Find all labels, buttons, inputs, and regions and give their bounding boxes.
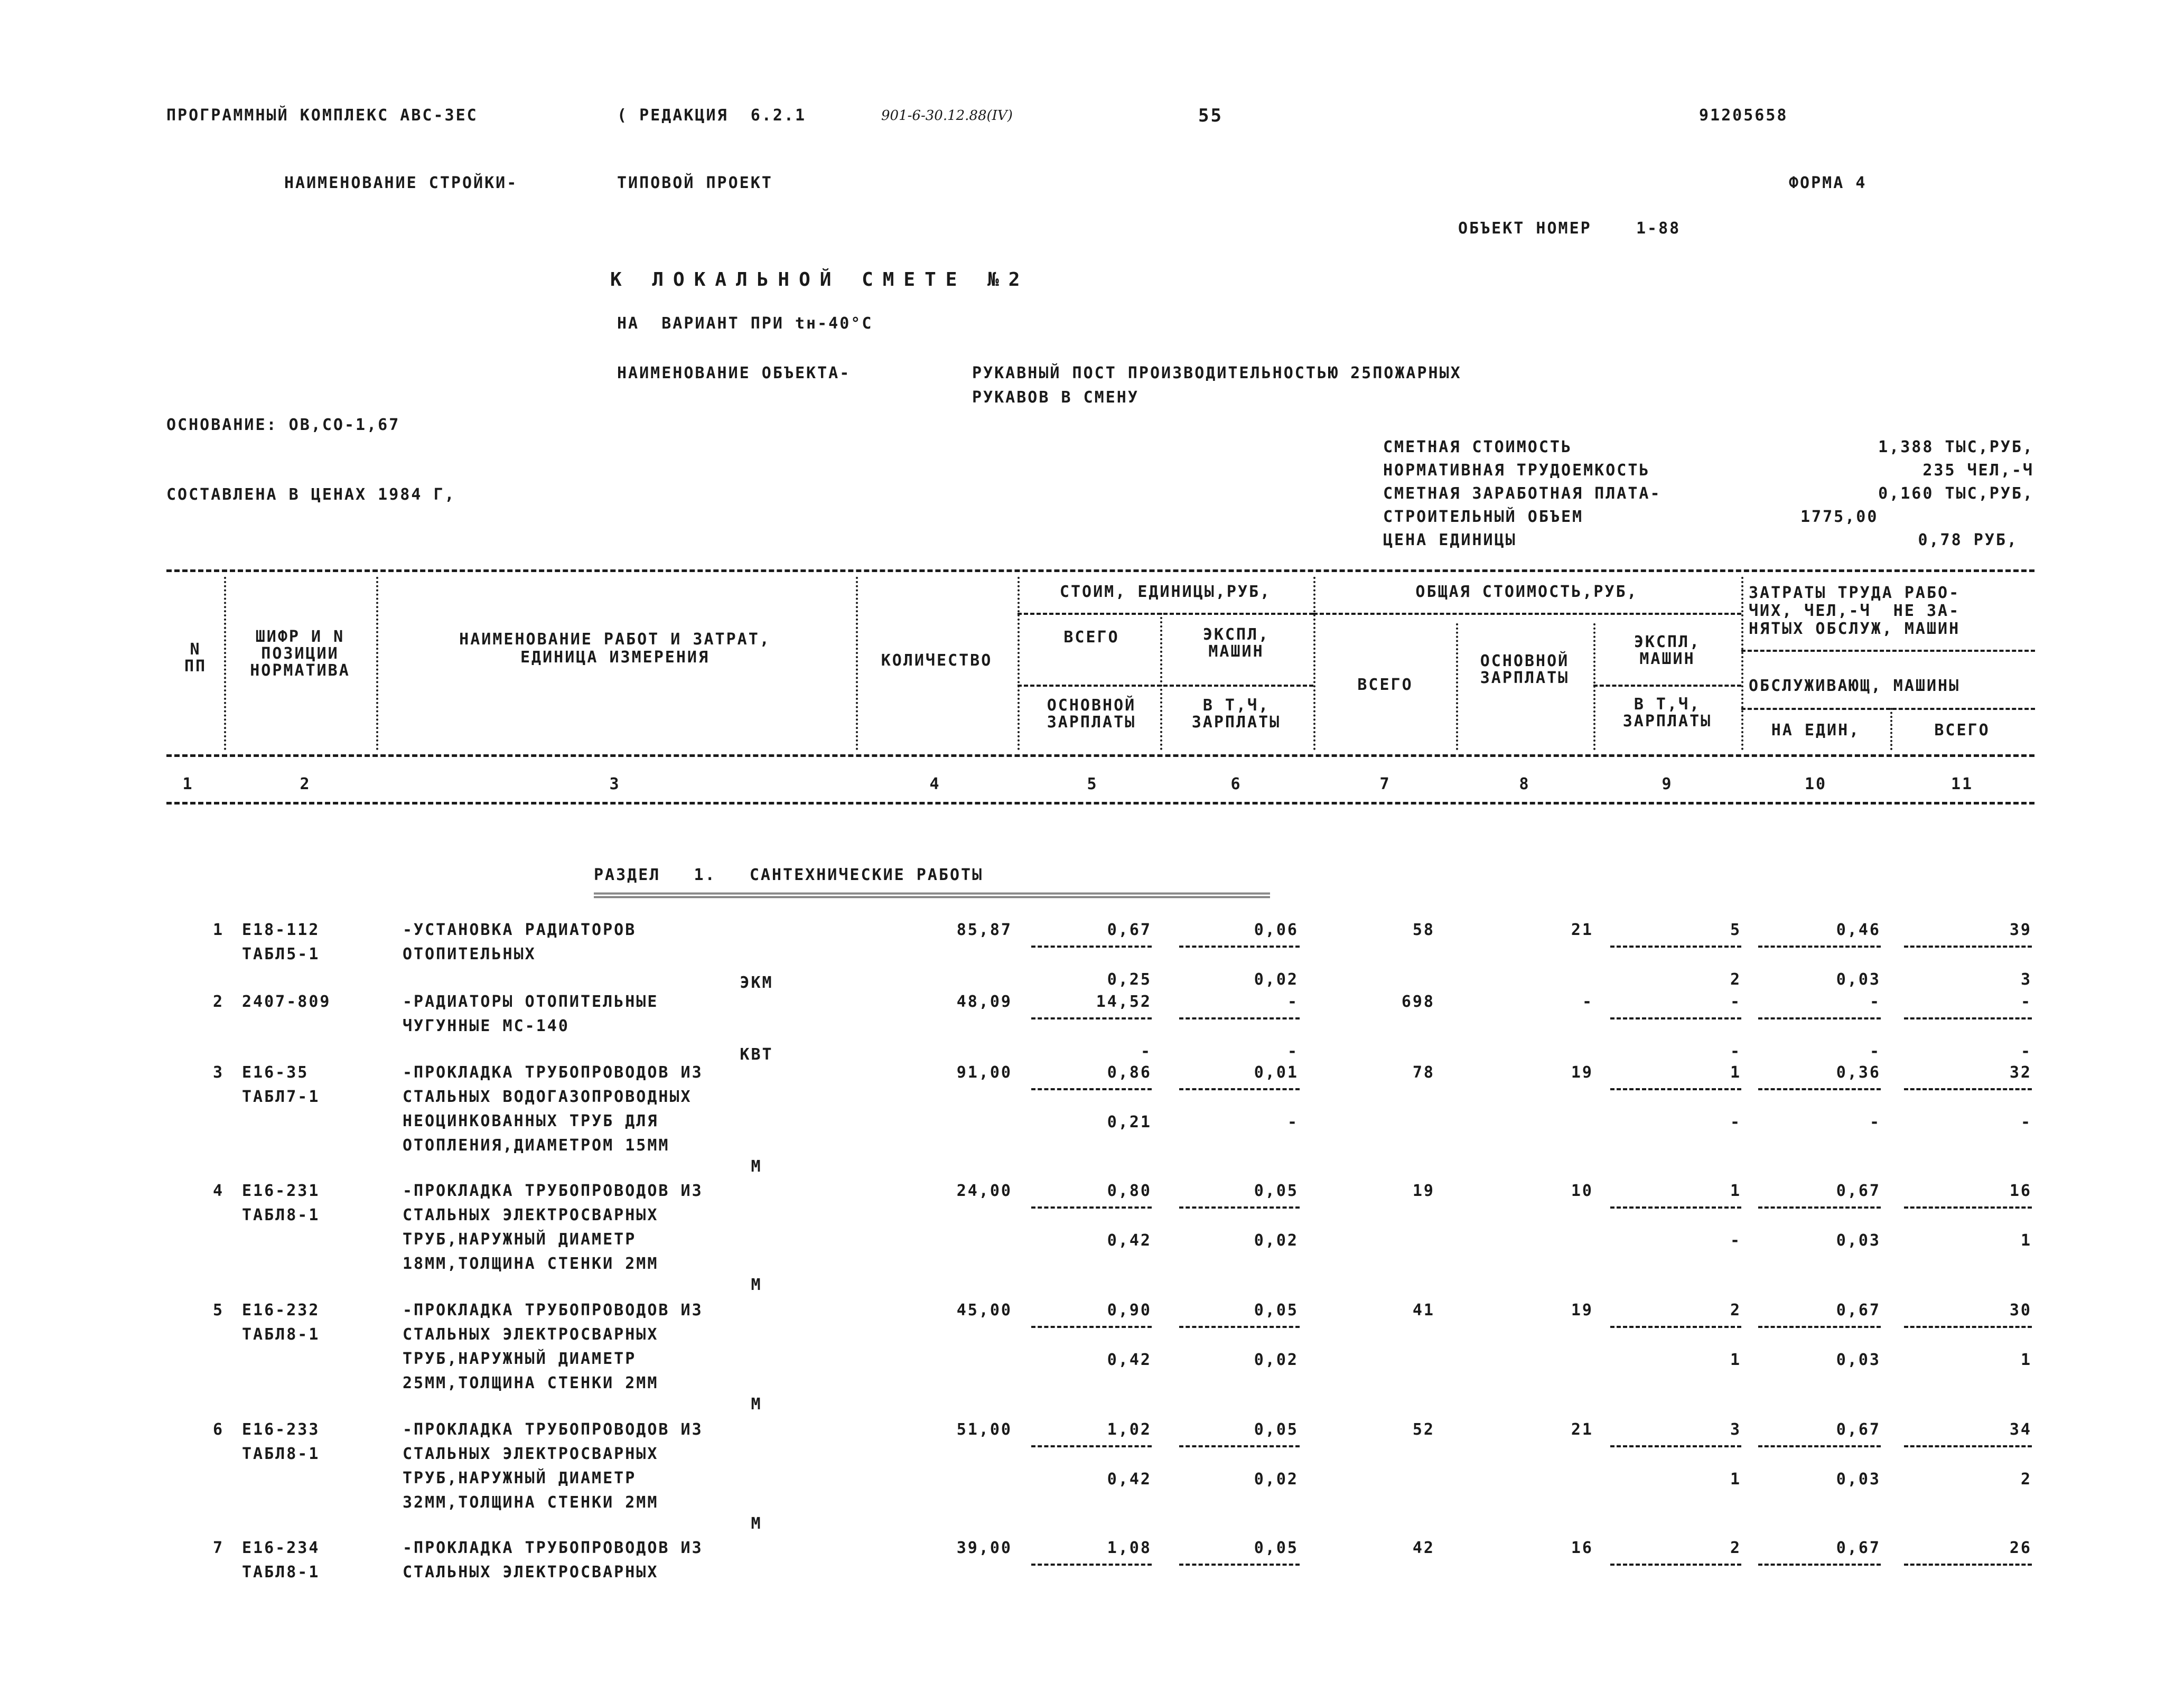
row-work-name: СТАЛЬНЫХ ЭЛЕКТРОСВАРНЫХ bbox=[403, 1206, 659, 1224]
row-total-incl-wage: 1 bbox=[1730, 1470, 1741, 1489]
row-number: 7 bbox=[212, 1539, 224, 1557]
row-unit-incl-wage: - bbox=[1287, 1042, 1299, 1061]
row-work-name: -ПРОКЛАДКА ТРУБОПРОВОДОВ ИЗ bbox=[403, 1063, 703, 1082]
row-unit-base-wage: 0,21 bbox=[1107, 1113, 1152, 1131]
handwritten-code: 901-6-30.12.88(IV) bbox=[881, 108, 1013, 124]
row-labor-total-machines: - bbox=[2020, 1042, 2032, 1061]
row-total-machines: - bbox=[1730, 993, 1741, 1011]
header-subrule bbox=[1741, 650, 2035, 652]
row-unit-incl-wage: 0,02 bbox=[1254, 1231, 1299, 1250]
column-number: 11 bbox=[1950, 775, 1974, 793]
row-labor-total-machines: - bbox=[2020, 1113, 2032, 1131]
column-number: 4 bbox=[929, 775, 941, 793]
row-total-base-wage: 19 bbox=[1571, 1063, 1593, 1082]
cell-separator bbox=[1031, 1445, 1152, 1447]
row-total-base-wage: - bbox=[1582, 993, 1593, 1011]
row-unit: ЭКМ bbox=[740, 974, 773, 992]
table-top-rule bbox=[166, 569, 2034, 572]
row-unit-base-wage: 0,42 bbox=[1107, 1470, 1152, 1489]
row-unit-incl-wage: - bbox=[1287, 1113, 1299, 1131]
cell-separator bbox=[1904, 1206, 2032, 1209]
column-number: 3 bbox=[609, 775, 621, 793]
col-header-unit-incl-wage: В Т,Ч, ЗАРПЛАТЫ bbox=[1191, 696, 1281, 732]
row-total: 698 bbox=[1401, 993, 1435, 1011]
row-name-value: ТИПОВОЙ ПРОЕКТ bbox=[617, 174, 773, 192]
header-subrule bbox=[1741, 708, 2035, 710]
row-number: 5 bbox=[212, 1301, 224, 1320]
row-unit-total: 0,67 bbox=[1107, 921, 1152, 939]
row-labor-total: 26 bbox=[2009, 1539, 2032, 1557]
row-work-name: ЧУГУННЫЕ МС-140 bbox=[403, 1017, 570, 1035]
column-divider bbox=[1018, 577, 1020, 750]
row-unit-total: 1,02 bbox=[1107, 1420, 1152, 1439]
section-underline bbox=[594, 893, 1270, 898]
row-total: 52 bbox=[1412, 1420, 1435, 1439]
row-total-machines: 3 bbox=[1730, 1420, 1741, 1439]
cell-separator bbox=[1610, 1017, 1741, 1019]
row-total: 58 bbox=[1412, 921, 1435, 939]
col-header-code: ШИФР И N ПОЗИЦИИ НОРМАТИВА bbox=[250, 628, 350, 680]
cell-separator bbox=[1031, 1088, 1152, 1090]
cell-separator bbox=[1904, 1564, 2032, 1566]
row-total-machines: 1 bbox=[1730, 1063, 1741, 1082]
row-labor-total-machines: 2 bbox=[2020, 1470, 2032, 1489]
col-header-labor-machines: ОБСЛУЖИВАЮЩ, МАШИНЫ bbox=[1749, 677, 1961, 695]
col-header-name: НАИМЕНОВАНИЕ РАБОТ И ЗАТРАТ, ЕДИНИЦА ИЗМЕРЕНИЯ bbox=[459, 630, 771, 667]
summary-label: СТРОИТЕЛЬНЫЙ ОБЪЕМ bbox=[1383, 508, 1584, 526]
row-total-base-wage: 10 bbox=[1571, 1182, 1593, 1200]
row-labor-unit-machines: - bbox=[1869, 1042, 1881, 1061]
row-total-base-wage: 21 bbox=[1571, 1420, 1593, 1439]
summary-label: НОРМАТИВНАЯ ТРУДОЕМКОСТЬ bbox=[1383, 461, 1650, 480]
row-unit-machines: - bbox=[1287, 993, 1299, 1011]
row-labor-total: - bbox=[2020, 993, 2032, 1011]
row-unit-base-wage: - bbox=[1140, 1042, 1152, 1061]
row-work-name: ТРУБ,НАРУЖНЫЙ ДИАМЕТР bbox=[403, 1350, 637, 1368]
cell-separator bbox=[1758, 946, 1881, 948]
row-total-base-wage: 16 bbox=[1571, 1539, 1593, 1557]
row-quantity: 51,00 bbox=[956, 1420, 1012, 1439]
row-unit-machines: 0,05 bbox=[1254, 1301, 1299, 1320]
column-number-rule bbox=[166, 802, 2034, 804]
row-unit-incl-wage: 0,02 bbox=[1254, 1470, 1299, 1489]
row-unit: М bbox=[751, 1276, 762, 1294]
cell-separator bbox=[1758, 1564, 1881, 1566]
col-header-total-incl-wage: В Т,Ч, ЗАРПЛАТЫ bbox=[1622, 695, 1712, 731]
row-work-name: СТАЛЬНЫХ ЭЛЕКТРОСВАРНЫХ bbox=[403, 1445, 659, 1463]
row-code: Е16-234 bbox=[242, 1539, 320, 1557]
row-total: 41 bbox=[1412, 1301, 1435, 1320]
edition-label: ( РЕДАКЦИЯ 6.2.1 bbox=[617, 106, 807, 125]
header-subrule bbox=[1313, 613, 1741, 615]
col-header-total-machines: ЭКСПЛ, МАШИН bbox=[1634, 633, 1701, 668]
row-quantity: 24,00 bbox=[956, 1182, 1012, 1200]
row-labor-total: 30 bbox=[2009, 1301, 2032, 1320]
cell-separator bbox=[1179, 1088, 1300, 1090]
variant-label: НА ВАРИАНТ ПРИ tн-40°C bbox=[617, 314, 873, 333]
summary-value: 0,160 ТЫС,РУБ, bbox=[1878, 484, 2034, 503]
row-quantity: 85,87 bbox=[956, 921, 1012, 939]
cell-separator bbox=[1758, 1326, 1881, 1328]
cell-separator bbox=[1610, 1206, 1741, 1209]
row-code: Е16-35 bbox=[242, 1063, 309, 1082]
row-work-name: -РАДИАТОРЫ ОТОПИТЕЛЬНЫЕ bbox=[403, 993, 659, 1011]
row-unit-machines: 0,05 bbox=[1254, 1182, 1299, 1200]
object-number: ОБЪЕКТ НОМЕР 1-88 bbox=[1458, 219, 1681, 238]
row-code: 2407-809 bbox=[242, 993, 331, 1011]
section-title: РАЗДЕЛ 1. САНТЕХНИЧЕСКИЕ РАБОТЫ bbox=[594, 866, 984, 884]
page-number: 55 bbox=[1198, 105, 1223, 126]
col-header-total: ВСЕГО bbox=[1357, 676, 1413, 694]
row-work-name: ОТОПИТЕЛЬНЫХ bbox=[403, 945, 536, 963]
row-work-name: НЕОЦИНКОВАННЫХ ТРУБ ДЛЯ bbox=[403, 1112, 659, 1130]
row-labor-total: 39 bbox=[2009, 921, 2032, 939]
row-unit-machines: 0,05 bbox=[1254, 1539, 1299, 1557]
row-work-name: -ПРОКЛАДКА ТРУБОПРОВОДОВ ИЗ bbox=[403, 1420, 703, 1439]
row-number: 6 bbox=[212, 1420, 224, 1439]
row-unit-total: 0,80 bbox=[1107, 1182, 1152, 1200]
column-divider bbox=[376, 577, 378, 750]
column-divider bbox=[224, 577, 226, 750]
row-labor-unit: - bbox=[1869, 993, 1881, 1011]
row-work-name: -ПРОКЛАДКА ТРУБОПРОВОДОВ ИЗ bbox=[403, 1301, 703, 1320]
row-labor-unit: 0,67 bbox=[1836, 1420, 1881, 1439]
column-number: 6 bbox=[1230, 775, 1242, 793]
row-unit-machines: 0,05 bbox=[1254, 1420, 1299, 1439]
row-labor-unit: 0,67 bbox=[1836, 1301, 1881, 1320]
row-labor-unit-machines: 0,03 bbox=[1836, 1470, 1881, 1489]
row-labor-unit: 0,67 bbox=[1836, 1539, 1881, 1557]
cell-separator bbox=[1758, 1088, 1881, 1090]
row-work-name: -УСТАНОВКА РАДИАТОРОВ bbox=[403, 921, 637, 939]
summary-value: 235 ЧЕЛ,-Ч bbox=[1922, 461, 2034, 480]
header-subrule bbox=[1018, 613, 1313, 615]
summary-value: 1,388 ТЫС,РУБ, bbox=[1878, 438, 2034, 456]
column-divider bbox=[856, 577, 858, 750]
row-unit-total: 0,86 bbox=[1107, 1063, 1152, 1082]
cell-separator bbox=[1031, 946, 1152, 948]
program-name: ПРОГРАММНЫЙ КОМПЛЕКС АВС-ЗЕС bbox=[166, 106, 478, 125]
prices-label: СОСТАВЛЕНА В ЦЕНАХ 1984 Г, bbox=[166, 485, 456, 504]
cell-separator bbox=[1179, 1017, 1300, 1019]
cell-separator bbox=[1758, 1206, 1881, 1209]
row-labor-total: 16 bbox=[2009, 1182, 2032, 1200]
col-header-labor-unit: НА ЕДИН, bbox=[1771, 721, 1861, 740]
row-quantity: 39,00 bbox=[956, 1539, 1012, 1557]
column-divider bbox=[1890, 708, 1892, 750]
row-work-name: -ПРОКЛАДКА ТРУБОПРОВОДОВ ИЗ bbox=[403, 1539, 703, 1557]
row-unit-base-wage: 0,42 bbox=[1107, 1351, 1152, 1369]
basis-label: ОСНОВАНИЕ: ОВ,СО-1,67 bbox=[166, 416, 400, 434]
row-labor-unit-machines: 0,03 bbox=[1836, 1231, 1881, 1250]
row-total: 42 bbox=[1412, 1539, 1435, 1557]
summary-label: СМЕТНАЯ ЗАРАБОТНАЯ ПЛАТА- bbox=[1383, 484, 1662, 503]
row-code: Е18-112 bbox=[242, 921, 320, 939]
row-quantity: 48,09 bbox=[956, 993, 1012, 1011]
cell-separator bbox=[1031, 1326, 1152, 1328]
row-number: 3 bbox=[212, 1063, 224, 1082]
cell-separator bbox=[1904, 946, 2032, 948]
row-work-name: 25ММ,ТОЛЩИНА СТЕНКИ 2ММ bbox=[403, 1374, 659, 1392]
object-name-line2: РУКАВОВ В СМЕНУ bbox=[972, 388, 1139, 407]
row-table-ref: ТАБЛ8-1 bbox=[242, 1325, 320, 1344]
row-total-incl-wage: 1 bbox=[1730, 1351, 1741, 1369]
row-total-incl-wage: 2 bbox=[1730, 970, 1741, 989]
document-title: К ЛОКАЛЬНОЙ СМЕТЕ №2 bbox=[610, 269, 1030, 291]
col-header-number: N ПП bbox=[184, 640, 207, 676]
row-total: 19 bbox=[1412, 1182, 1435, 1200]
row-work-name: СТАЛЬНЫХ ЭЛЕКТРОСВАРНЫХ bbox=[403, 1325, 659, 1344]
cell-separator bbox=[1904, 1326, 2032, 1328]
row-total-incl-wage: - bbox=[1730, 1042, 1741, 1061]
row-table-ref: ТАБЛ8-1 bbox=[242, 1563, 320, 1582]
cell-separator bbox=[1031, 1206, 1152, 1209]
column-divider bbox=[1313, 577, 1315, 750]
header-subrule bbox=[1593, 685, 1741, 687]
row-number: 2 bbox=[212, 993, 224, 1011]
column-divider bbox=[1160, 613, 1162, 750]
row-unit: М bbox=[751, 1514, 762, 1533]
row-unit: КВТ bbox=[740, 1045, 773, 1064]
row-unit-base-wage: 0,25 bbox=[1107, 970, 1152, 989]
row-labor-total-machines: 1 bbox=[2020, 1351, 2032, 1369]
row-number: 4 bbox=[212, 1182, 224, 1200]
col-header-labor: ЗАТРАТЫ ТРУДА РАБО- ЧИХ, ЧЕЛ,-Ч НЕ ЗА- НЯТЫХ ОБСЛУЖ, МАШИН bbox=[1749, 584, 1961, 638]
column-divider bbox=[1741, 577, 1743, 750]
form-label: ФОРМА 4 bbox=[1789, 174, 1867, 192]
col-header-labor-total: ВСЕГО bbox=[1934, 721, 1990, 740]
row-total: 78 bbox=[1412, 1063, 1435, 1082]
column-divider bbox=[1593, 623, 1595, 750]
col-header-unit-machines: ЭКСПЛ, МАШИН bbox=[1202, 625, 1270, 661]
cell-separator bbox=[1610, 1445, 1741, 1447]
column-number: 5 bbox=[1087, 775, 1098, 793]
row-total-machines: 1 bbox=[1730, 1182, 1741, 1200]
row-labor-total-machines: 3 bbox=[2020, 970, 2032, 989]
row-labor-unit: 0,36 bbox=[1836, 1063, 1881, 1082]
cell-separator bbox=[1179, 1326, 1300, 1328]
row-labor-unit-machines: - bbox=[1869, 1113, 1881, 1131]
summary-value: 1775,00 bbox=[1800, 508, 1879, 526]
row-labor-unit: 0,67 bbox=[1836, 1182, 1881, 1200]
cell-separator bbox=[1610, 946, 1741, 948]
cell-separator bbox=[1031, 1017, 1152, 1019]
row-total-incl-wage: - bbox=[1730, 1231, 1741, 1250]
column-number: 8 bbox=[1519, 775, 1530, 793]
row-labor-total: 32 bbox=[2009, 1063, 2032, 1082]
cell-separator bbox=[1904, 1088, 2032, 1090]
row-work-name: СТАЛЬНЫХ ВОДОГАЗОПРОВОДНЫХ bbox=[403, 1088, 692, 1106]
col-header-unit-base-wage: ОСНОВНОЙ ЗАРПЛАТЫ bbox=[1047, 696, 1136, 732]
cell-separator bbox=[1610, 1088, 1741, 1090]
row-labor-total: 34 bbox=[2009, 1420, 2032, 1439]
cell-separator bbox=[1758, 1017, 1881, 1019]
column-number: 1 bbox=[182, 775, 194, 793]
cell-separator bbox=[1610, 1326, 1741, 1328]
col-header-unit-cost: СТОИМ, ЕДИНИЦЫ,РУБ, bbox=[1059, 583, 1272, 601]
row-quantity: 91,00 bbox=[956, 1063, 1012, 1082]
cell-separator bbox=[1179, 946, 1300, 948]
row-quantity: 45,00 bbox=[956, 1301, 1012, 1320]
object-label: НАИМЕНОВАНИЕ ОБЪЕКТА- bbox=[617, 364, 851, 382]
object-name-line1: РУКАВНЫЙ ПОСТ ПРОИЗВОДИТЕЛЬНОСТЬЮ 25ПОЖАРНЫХ bbox=[972, 364, 1462, 382]
cell-separator bbox=[1904, 1017, 2032, 1019]
row-table-ref: ТАБЛ8-1 bbox=[242, 1206, 320, 1224]
row-work-name: СТАЛЬНЫХ ЭЛЕКТРОСВАРНЫХ bbox=[403, 1563, 659, 1582]
row-work-name: ОТОПЛЕНИЯ,ДИАМЕТРОМ 15ММ bbox=[403, 1136, 670, 1155]
row-unit-incl-wage: 0,02 bbox=[1254, 970, 1299, 989]
row-code: Е16-232 bbox=[242, 1301, 320, 1320]
cell-separator bbox=[1179, 1564, 1300, 1566]
row-table-ref: ТАБЛ8-1 bbox=[242, 1445, 320, 1463]
cell-separator bbox=[1031, 1564, 1152, 1566]
cell-separator bbox=[1179, 1206, 1300, 1209]
row-code: Е16-233 bbox=[242, 1420, 320, 1439]
row-name-label: НАИМЕНОВАНИЕ СТРОЙКИ- bbox=[284, 174, 518, 192]
col-header-total-base-wage: ОСНОВНОЙ ЗАРПЛАТЫ bbox=[1480, 652, 1570, 687]
summary-label: ЦЕНА ЕДИНИЦЫ bbox=[1383, 531, 1517, 549]
row-total-base-wage: 21 bbox=[1571, 921, 1593, 939]
col-header-unit-total: ВСЕГО bbox=[1063, 628, 1119, 647]
row-code: Е16-231 bbox=[242, 1182, 320, 1200]
row-unit-machines: 0,06 bbox=[1254, 921, 1299, 939]
column-number: 10 bbox=[1804, 775, 1827, 793]
header-subrule bbox=[1018, 685, 1313, 687]
row-work-name: -ПРОКЛАДКА ТРУБОПРОВОДОВ ИЗ bbox=[403, 1182, 703, 1200]
row-labor-unit: 0,46 bbox=[1836, 921, 1881, 939]
row-labor-unit-machines: 0,03 bbox=[1836, 970, 1881, 989]
cell-separator bbox=[1610, 1564, 1741, 1566]
row-unit-base-wage: 0,42 bbox=[1107, 1231, 1152, 1250]
document-number: 91205658 bbox=[1699, 106, 1788, 125]
column-divider bbox=[1456, 623, 1458, 750]
cell-separator bbox=[1758, 1445, 1881, 1447]
row-work-name: ТРУБ,НАРУЖНЫЙ ДИАМЕТР bbox=[403, 1469, 637, 1487]
row-unit-incl-wage: 0,02 bbox=[1254, 1351, 1299, 1369]
column-number: 9 bbox=[1662, 775, 1673, 793]
column-number: 7 bbox=[1379, 775, 1391, 793]
cell-separator bbox=[1904, 1445, 2032, 1447]
row-total-machines: 2 bbox=[1730, 1539, 1741, 1557]
row-unit-total: 1,08 bbox=[1107, 1539, 1152, 1557]
summary-value: 0,78 РУБ, bbox=[1918, 531, 2018, 549]
header-bottom-rule bbox=[166, 754, 2034, 757]
column-number: 2 bbox=[300, 775, 311, 793]
row-work-name: 18ММ,ТОЛЩИНА СТЕНКИ 2ММ bbox=[403, 1255, 659, 1273]
row-table-ref: ТАБЛ7-1 bbox=[242, 1088, 320, 1106]
row-table-ref: ТАБЛ5-1 bbox=[242, 945, 320, 963]
row-labor-unit-machines: 0,03 bbox=[1836, 1351, 1881, 1369]
row-unit-total: 14,52 bbox=[1096, 993, 1152, 1011]
row-total-machines: 5 bbox=[1730, 921, 1741, 939]
row-work-name: ТРУБ,НАРУЖНЫЙ ДИАМЕТР bbox=[403, 1230, 637, 1249]
row-total-base-wage: 19 bbox=[1571, 1301, 1593, 1320]
row-unit-machines: 0,01 bbox=[1254, 1063, 1299, 1082]
col-header-quantity: КОЛИЧЕСТВО bbox=[881, 651, 993, 670]
row-number: 1 bbox=[212, 921, 224, 939]
row-labor-total-machines: 1 bbox=[2020, 1231, 2032, 1250]
row-unit: М bbox=[751, 1157, 762, 1176]
row-unit: М bbox=[751, 1395, 762, 1414]
row-total-incl-wage: - bbox=[1730, 1113, 1741, 1131]
cell-separator bbox=[1179, 1445, 1300, 1447]
row-total-machines: 2 bbox=[1730, 1301, 1741, 1320]
row-unit-total: 0,90 bbox=[1107, 1301, 1152, 1320]
summary-label: СМЕТНАЯ СТОИМОСТЬ bbox=[1383, 438, 1573, 456]
row-work-name: 32ММ,ТОЛЩИНА СТЕНКИ 2ММ bbox=[403, 1493, 659, 1512]
col-header-total-cost: ОБЩАЯ СТОИМОСТЬ,РУБ, bbox=[1415, 583, 1638, 601]
